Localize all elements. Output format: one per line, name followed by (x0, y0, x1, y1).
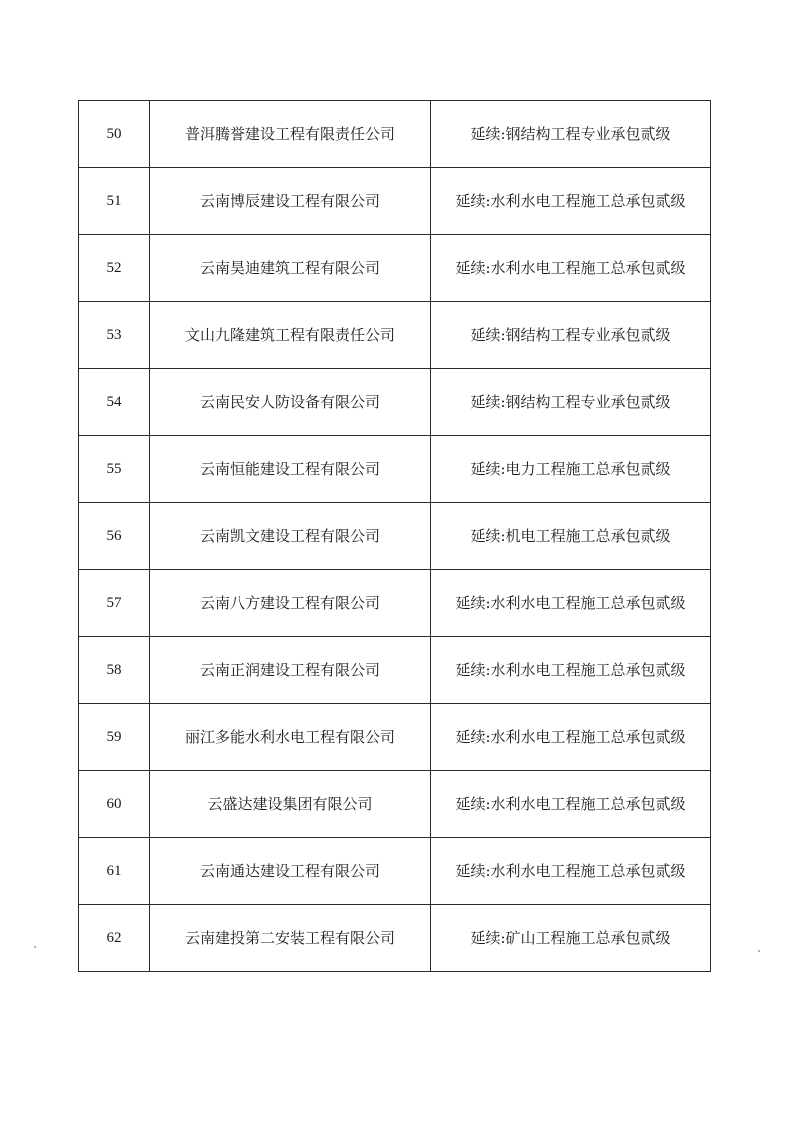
company-name: 云南凯文建设工程有限公司 (150, 503, 431, 570)
row-number: 50 (79, 101, 150, 168)
qualification-scope: 延续:钢结构工程专业承包贰级 (431, 369, 711, 436)
qualification-scope: 延续:钢结构工程专业承包贰级 (431, 101, 711, 168)
row-number: 56 (79, 503, 150, 570)
table-row (79, 235, 711, 302)
table-row (79, 771, 711, 838)
row-number: 54 (79, 369, 150, 436)
table-row (79, 436, 711, 503)
row-number: 59 (79, 704, 150, 771)
table-row (79, 905, 711, 972)
table-row (79, 704, 711, 771)
company-name: 云南博辰建设工程有限公司 (150, 168, 431, 235)
company-name: 丽江多能水利水电工程有限公司 (150, 704, 431, 771)
row-number: 58 (79, 637, 150, 704)
table-row (79, 637, 711, 704)
row-number: 53 (79, 302, 150, 369)
table-row (79, 302, 711, 369)
table-row (79, 101, 711, 168)
company-name: 云南通达建设工程有限公司 (150, 838, 431, 905)
company-name: 云南八方建设工程有限公司 (150, 570, 431, 637)
qualification-scope: 延续:水利水电工程施工总承包贰级 (431, 235, 711, 302)
qualification-scope: 延续:水利水电工程施工总承包贰级 (431, 771, 711, 838)
row-number: 60 (79, 771, 150, 838)
table-body (79, 101, 711, 972)
scan-speck (758, 950, 760, 952)
company-name: 云南恒能建设工程有限公司 (150, 436, 431, 503)
company-name: 云南建投第二安装工程有限公司 (150, 905, 431, 972)
qualification-scope: 延续:水利水电工程施工总承包贰级 (431, 168, 711, 235)
row-number: 55 (79, 436, 150, 503)
qualification-scope: 延续:水利水电工程施工总承包贰级 (431, 704, 711, 771)
company-name: 云南正润建设工程有限公司 (150, 637, 431, 704)
qualification-scope: 延续:水利水电工程施工总承包贰级 (431, 637, 711, 704)
company-name: 云南民安人防设备有限公司 (150, 369, 431, 436)
qualification-scope: 延续:电力工程施工总承包贰级 (431, 436, 711, 503)
company-name: 云盛达建设集团有限公司 (150, 771, 431, 838)
company-name: 普洱腾誉建设工程有限责任公司 (150, 101, 431, 168)
qualification-scope: 延续:机电工程施工总承包贰级 (431, 503, 711, 570)
company-name: 文山九隆建筑工程有限责任公司 (150, 302, 431, 369)
row-number: 62 (79, 905, 150, 972)
row-number: 61 (79, 838, 150, 905)
table-row (79, 838, 711, 905)
table-row (79, 168, 711, 235)
scan-speck (34, 946, 36, 948)
company-name: 云南昊迪建筑工程有限公司 (150, 235, 431, 302)
table-row (79, 503, 711, 570)
qualification-scope: 延续:水利水电工程施工总承包贰级 (431, 838, 711, 905)
qualification-table (78, 100, 711, 972)
qualification-scope: 延续:矿山工程施工总承包贰级 (431, 905, 711, 972)
row-number: 57 (79, 570, 150, 637)
table-row (79, 369, 711, 436)
row-number: 52 (79, 235, 150, 302)
qualification-scope: 延续:水利水电工程施工总承包贰级 (431, 570, 711, 637)
qualification-scope: 延续:钢结构工程专业承包贰级 (431, 302, 711, 369)
row-number: 51 (79, 168, 150, 235)
table-row (79, 570, 711, 637)
